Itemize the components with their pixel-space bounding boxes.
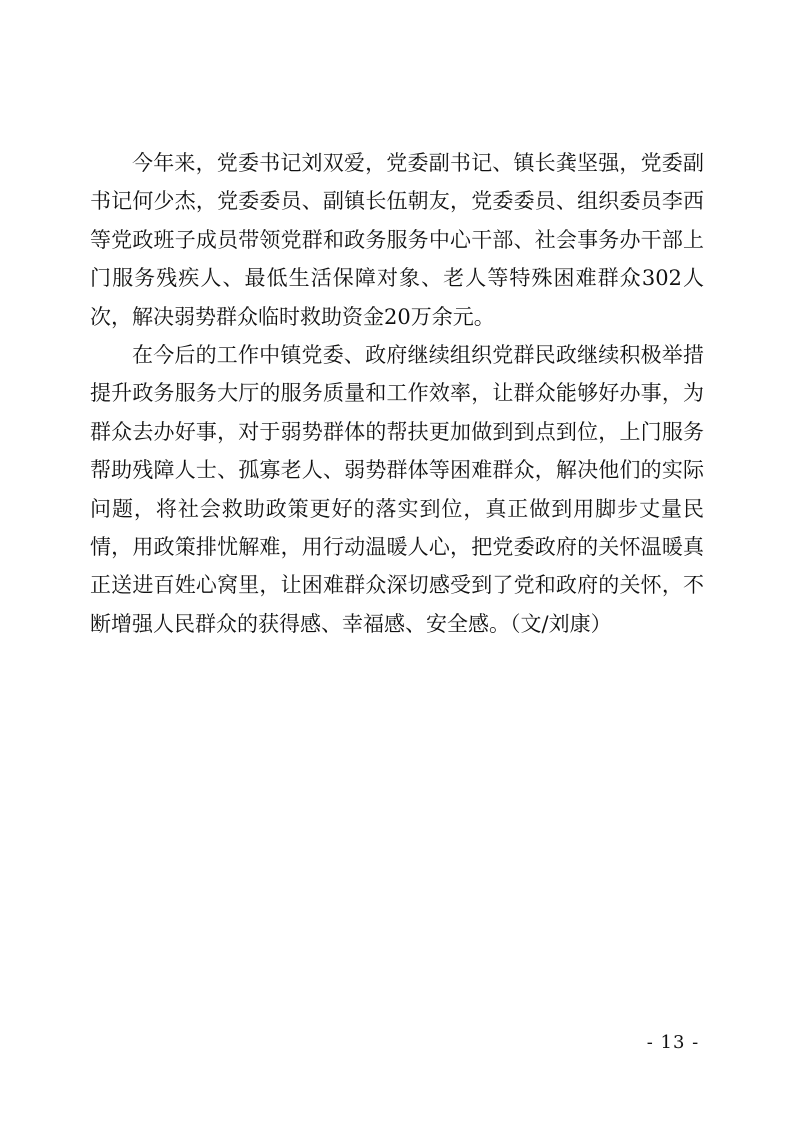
paragraph-assistance-summary: 今年来，党委书记刘双爱，党委副书记、镇长龚坚强，党委副书记何少杰，党委委员、副镇长伍朝友，党委委员、组织委员李西等党政班子成员带领党群和政务服务中心干部、社会事务办干部上门服务残疾人、最低生活保障对象、老人等特殊困难群众302人次，解决弱势群众临时救助资金20万余元。 [90, 151, 704, 329]
page-number: - 13 - [646, 1032, 700, 1053]
document-body [90, 144, 704, 643]
paragraph-future-work: 在今后的工作中镇党委、政府继续组织党群民政继续积极举措提升政务服务大厅的服务质量和工作效率，让群众能够好办事，为群众去办好事，对于弱势群体的帮扶更加做到到点到位，上门服务帮助残障人士、孤寡老人、弱势群体等困难群众，解决他们的实际问题，将社会救助政策更好的落实到位，真正做到用脚步丈量民情，用政策排忧解难，用行动温暖人心，把党委政府的关怀温暖真正送进百姓心窝里，让困难群众深切感受到了党和政府的关怀，不断增强人民群众的获得感、幸福感、安全感。（文/刘康） [90, 343, 704, 636]
